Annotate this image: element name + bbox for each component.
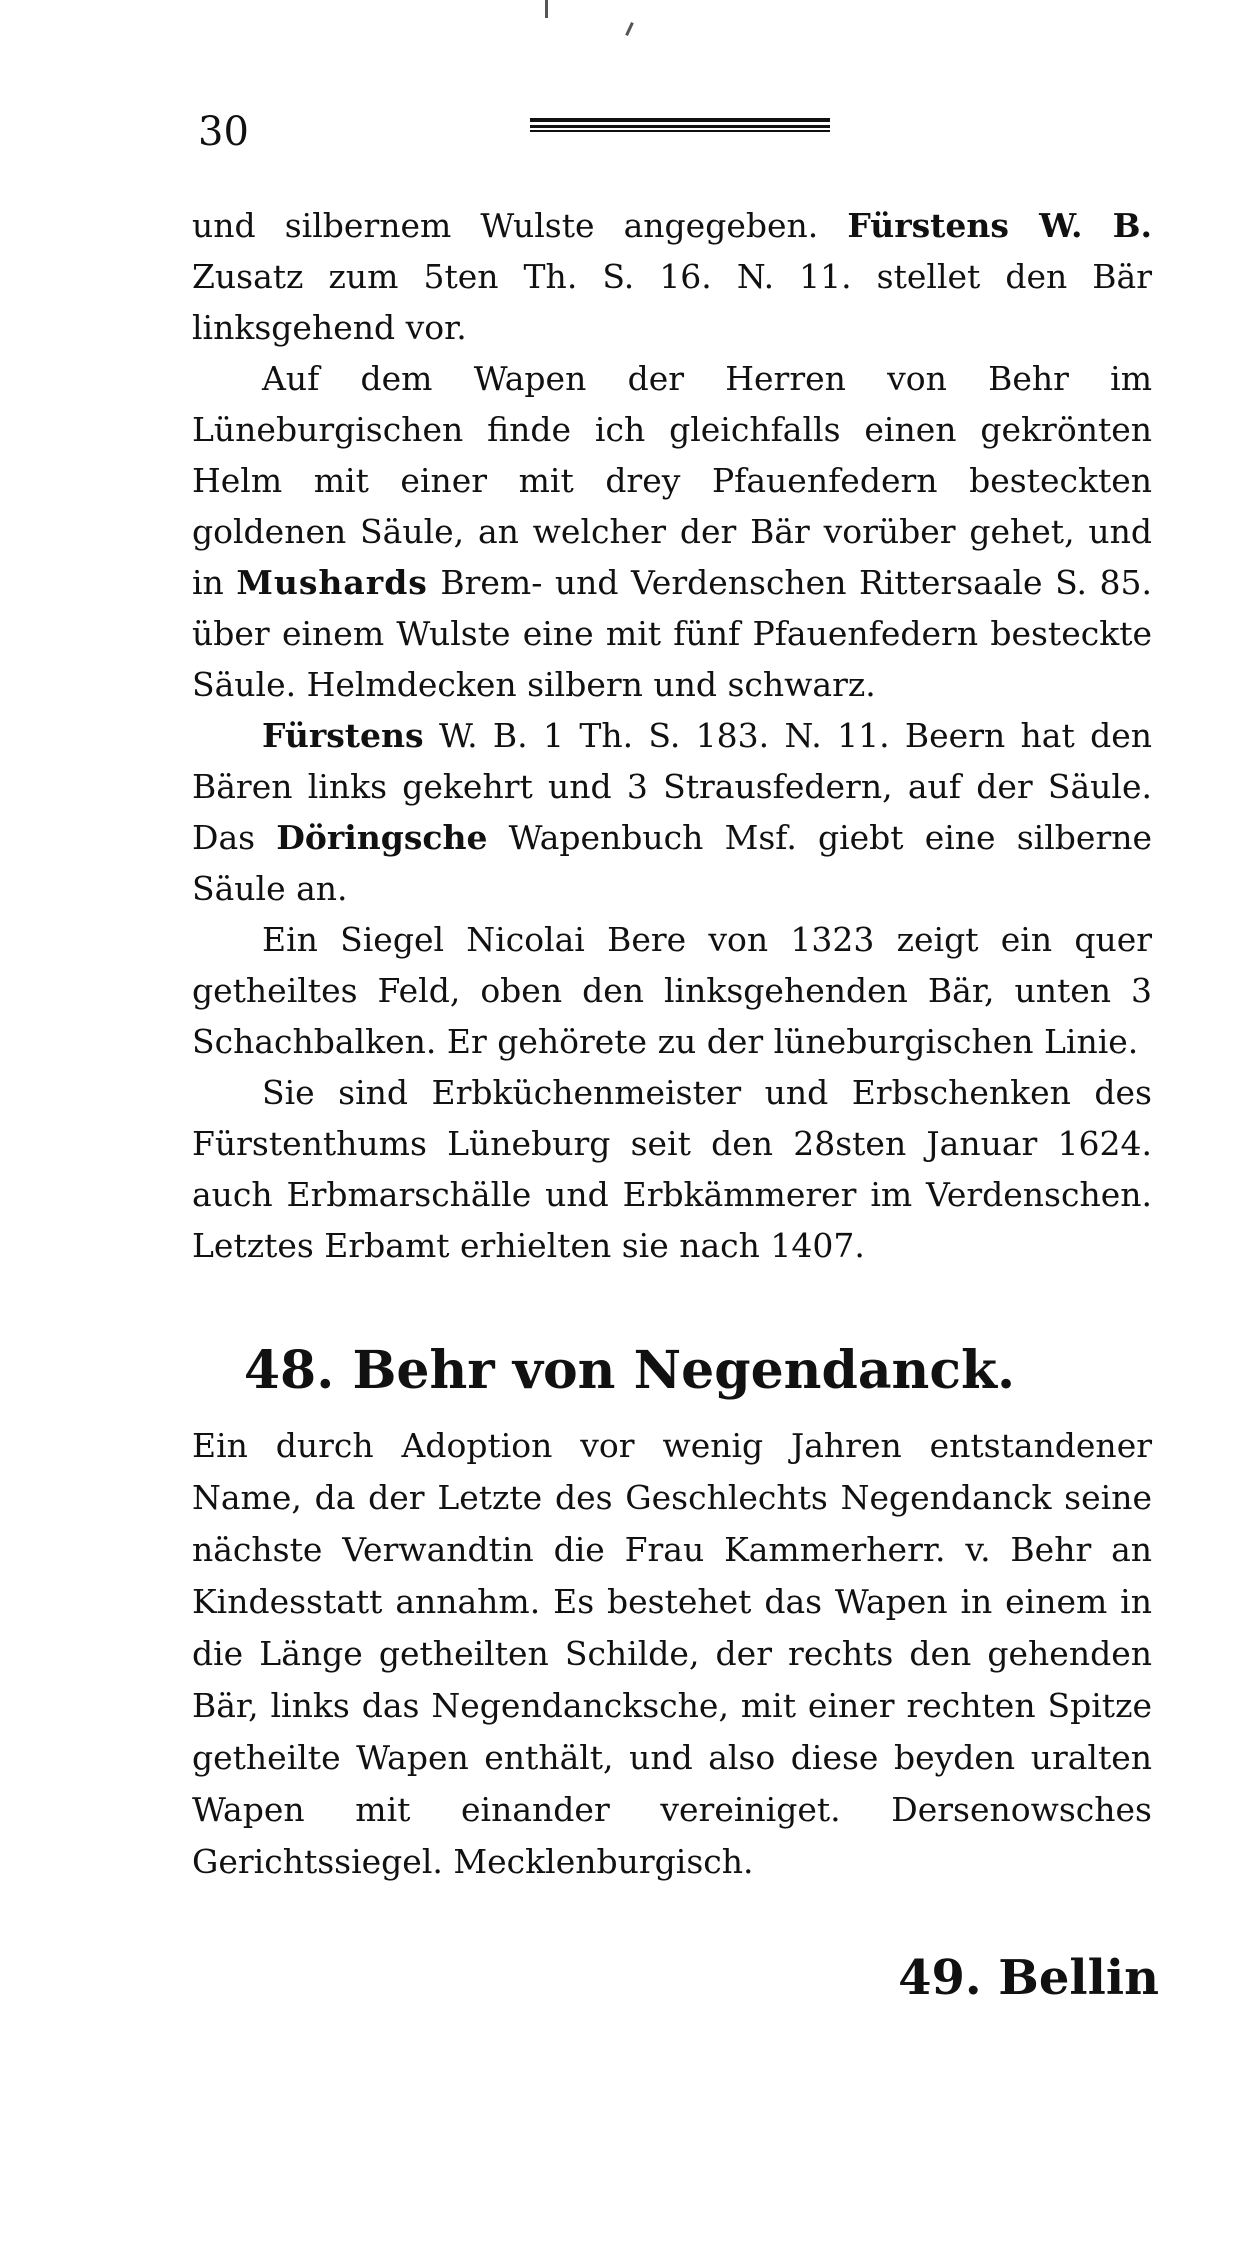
- paragraph-text: Auf dem Wapen der Herren von Behr im Lüneburgischen finde ich gleichfalls einen gekrönten Helm mit einer mit drey Pfauenfedern besteckten goldenen Säule, an welcher der Bär vorüber gehet, und in: [192, 359, 1152, 602]
- paragraph-text: Brem- und Verdenschen Rittersaale S. 85. über einem Wulste eine mit fünf Pfauenfedern besteckte Säule. Helmdecken silbern und schwarz.: [192, 563, 1152, 704]
- paragraph-text: Zusatz zum 5ten Th. S. 16. N. 11. stellet den Bär linksgehend vor.: [192, 257, 1152, 347]
- section-heading: 48. Behr von Negendanck.: [243, 1340, 1016, 1401]
- body-text-top: [192, 200, 1152, 1271]
- paragraph: [192, 200, 1152, 353]
- reference-name: Fürstens W. B.: [847, 206, 1152, 245]
- paragraph: [192, 353, 1152, 710]
- print-speck: [625, 22, 634, 36]
- paragraph-text: Wapenbuch Msf. giebt eine silberne Säule an.: [192, 818, 1152, 908]
- paragraph: [192, 710, 1152, 914]
- paragraph: Ein Siegel Nicolai Bere von 1323 zeigt ein quer getheiltes Feld, oben den linksgehenden Bär, unten 3 Schachbalken. Er gehörete zu der lüneburgischen Linie.: [192, 920, 1152, 1061]
- paragraph: Sie sind Erbküchenmeister und Erbschenken des Fürstenthums Lüneburg seit den 28sten Januar 1624. auch Erbmarschälle und Erbkämmerer im Verdenschen. Letztes Erbamt erhielten sie nach 1407.: [192, 1073, 1152, 1265]
- body-text-bottom: [192, 1420, 1152, 1888]
- paragraph-text: und silbernem Wulste angegeben.: [192, 206, 848, 245]
- print-speck: [545, 0, 548, 18]
- header-rule: [530, 118, 830, 134]
- reference-name: Mushards: [236, 563, 428, 602]
- paragraph-text: W. B. 1 Th. S. 183. N. 11. Beern hat den Bären links gekehrt und 3 Strausfedern, auf der Säule. Das: [192, 716, 1152, 857]
- paragraph: Ein durch Adoption vor wenig Jahren entstandener Name, da der Letzte des Geschlechts Negendanck seine nächste Verwandtin die Frau Kammerherr. v. Behr an Kindesstatt annahm. Es bestehet das Wapen in einem in die Länge getheilten Schilde, der rechts den gehenden Bär, links das Negendancksche, mit einer rechten Spitze getheilte Wapen enthält, und also diese beyden uralten Wapen mit einander vereiniget. Dersenowsches Gerichtssiegel. Mecklenburgisch.: [192, 1426, 1152, 1881]
- page-number: 30: [198, 109, 249, 155]
- catchword: 49. Bellin: [898, 1950, 1159, 2006]
- reference-name: Fürstens: [262, 716, 424, 755]
- reference-name: Döringsche: [276, 818, 488, 857]
